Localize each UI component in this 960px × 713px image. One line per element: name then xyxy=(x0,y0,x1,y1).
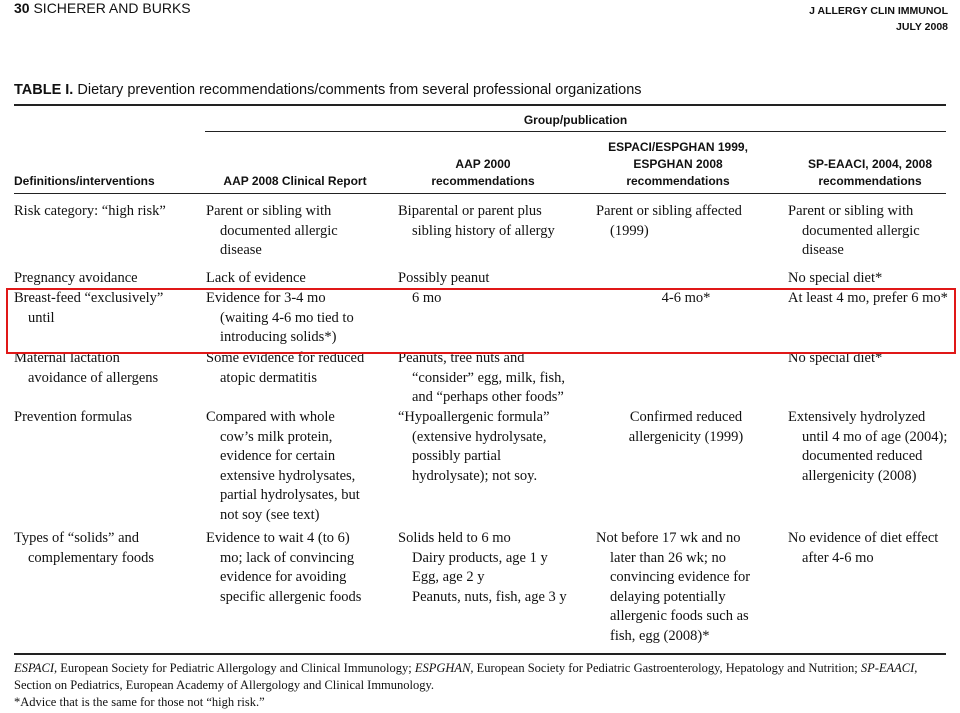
table-bottom-rule xyxy=(14,653,946,655)
cell-definition xyxy=(14,349,204,388)
cell-line: Risk category: “high risk” xyxy=(14,203,166,219)
cell-line: No evidence of diet effect xyxy=(788,530,939,546)
running-header-left xyxy=(14,0,191,16)
cell-espaci xyxy=(596,408,776,447)
cell-line: Not before 17 wk and no xyxy=(596,530,741,546)
table-top-rule xyxy=(14,104,946,106)
column-header-line: Definitions/interventions xyxy=(14,174,155,188)
journal-issue: JULY 2008 xyxy=(896,21,948,33)
cell-line: evidence for avoiding xyxy=(220,569,347,585)
column-header-aap2000 xyxy=(392,156,574,190)
running-authors: SICHERER AND BURKS xyxy=(33,0,191,16)
cell-line: At least 4 mo, prefer 6 mo* xyxy=(788,290,948,306)
cell-line: Dairy products, age 1 y xyxy=(412,549,548,566)
cell-line: (1999) xyxy=(610,222,649,239)
cell-line: Peanuts, nuts, fish, age 3 y xyxy=(412,588,567,605)
cell-line: Evidence for 3-4 mo xyxy=(206,290,326,306)
cell-line: Evidence to wait 4 (to 6) xyxy=(206,530,350,546)
cell-line: cow’s milk protein, xyxy=(220,428,333,445)
cell-definition xyxy=(14,202,204,222)
cell-line: Compared with whole xyxy=(206,409,335,425)
cell-line: allergenicity (2008) xyxy=(802,467,917,484)
cell-line: Extensively hydrolyzed xyxy=(788,409,926,425)
cell-line: mo; lack of convincing xyxy=(220,549,355,566)
cell-line: atopic dermatitis xyxy=(220,369,318,386)
abbr-espghan: ESPGHAN, xyxy=(414,661,474,675)
column-header-line: AAP 2000 xyxy=(455,157,511,171)
cell-line: and “perhaps other foods” xyxy=(412,389,564,405)
def-espaci: European Society for Pediatric Allergology and Clinical Immunology; xyxy=(57,661,415,675)
cell-aap2000 xyxy=(398,529,592,607)
cell-line: evidence for certain xyxy=(220,448,336,464)
cell-line: introducing solids*) xyxy=(220,329,337,345)
abbreviation-footnote xyxy=(14,660,954,694)
cell-line: documented reduced xyxy=(802,448,923,464)
cell-speaaci xyxy=(788,269,958,289)
asterisk-footnote: *Advice that is the same for those not “high risk.” xyxy=(14,695,265,709)
cell-line: Pregnancy avoidance xyxy=(14,270,138,286)
cell-line: Peanuts, tree nuts and xyxy=(398,350,525,366)
cell-line: Confirmed reduced xyxy=(629,409,743,425)
def-espghan: European Society for Pediatric Gastroenterology, Hepatology and Nutrition; xyxy=(473,661,861,675)
cell-line: avoidance of allergens xyxy=(28,369,159,386)
running-header-right xyxy=(809,3,948,35)
cell-definition xyxy=(14,408,204,428)
cell-line: Parent or sibling affected xyxy=(596,203,742,219)
cell-aap2000 xyxy=(398,202,592,241)
cell-aap2000 xyxy=(398,269,592,289)
cell-line: documented allergic xyxy=(220,222,338,239)
header-bottom-rule xyxy=(14,193,946,194)
cell-line: convincing evidence for xyxy=(610,569,751,585)
cell-line: (extensive hydrolysate, xyxy=(412,428,547,445)
cell-aap2000 xyxy=(398,349,592,408)
cell-aap2008 xyxy=(206,408,394,525)
cell-line: partial hydrolysates, but xyxy=(220,487,360,503)
cell-line: disease xyxy=(802,242,844,258)
highlight-box xyxy=(6,288,956,354)
cell-aap2000 xyxy=(398,408,592,486)
cell-line: Breast-feed “exclusively” xyxy=(14,290,164,306)
cell-espaci xyxy=(596,529,776,646)
column-header-line: AAP 2008 Clinical Report xyxy=(223,174,367,188)
cell-definition xyxy=(14,529,204,568)
cell-speaaci xyxy=(788,529,958,568)
cell-speaaci xyxy=(788,408,958,486)
cell-line: Solids held to 6 mo xyxy=(398,530,511,546)
cell-line: “Hypoallergenic formula” xyxy=(398,409,550,425)
cell-line: Parent or sibling with xyxy=(788,203,914,219)
cell-line: specific allergenic foods xyxy=(220,588,362,605)
column-header-line: SP-EAACI, 2004, 2008 xyxy=(807,157,933,171)
journal-name: J ALLERGY CLIN IMMUNOL xyxy=(809,5,948,17)
cell-line: until xyxy=(28,309,55,326)
cell-definition xyxy=(14,269,204,289)
cell-line: allergenicity (1999) xyxy=(628,428,744,445)
cell-line: Some evidence for reduced xyxy=(206,350,365,366)
cell-line: Parent or sibling with xyxy=(206,203,332,219)
cell-aap2008 xyxy=(206,349,394,388)
column-header-line: recommendations xyxy=(818,174,922,188)
cell-line: Maternal lactation xyxy=(14,350,120,366)
cell-line: hydrolysate); not soy. xyxy=(412,467,538,484)
column-header-definitions xyxy=(14,173,204,190)
cell-line: No special diet* xyxy=(788,350,883,366)
cell-line: 4-6 mo* xyxy=(661,290,711,306)
cell-line: fish, egg (2008)* xyxy=(610,627,710,644)
column-header-line: ESPGHAN 2008 xyxy=(633,157,723,171)
cell-line: allergenic foods such as xyxy=(610,608,749,624)
column-header-speaaci xyxy=(785,156,955,190)
cell-line: not soy (see text) xyxy=(220,506,320,523)
cell-line: complementary foods xyxy=(28,549,155,566)
column-header-aap2008 xyxy=(205,173,385,190)
cell-line: after 4-6 mo xyxy=(802,549,874,566)
cell-line: Possibly peanut xyxy=(398,270,490,286)
cell-line: Types of “solids” and xyxy=(14,530,140,546)
cell-line: possibly partial xyxy=(412,448,502,464)
table-footnotes xyxy=(14,660,954,711)
column-header-line: recommendations xyxy=(431,174,535,188)
abbr-speaaci: SP-EAACI, xyxy=(860,661,918,675)
cell-aap2008 xyxy=(206,529,394,607)
cell-line: No special diet* xyxy=(788,270,883,286)
table-caption: Dietary prevention recommendations/comments from several professional organizations xyxy=(77,82,642,98)
column-header-line: ESPACI/ESPGHAN 1999, xyxy=(608,140,748,154)
cell-line: Prevention formulas xyxy=(14,409,132,425)
def-speaaci: Section on Pediatrics, European Academy of Allergology and Clinical Immunology. xyxy=(14,678,435,692)
group-rule xyxy=(205,131,946,132)
abbr-espaci: ESPACI, xyxy=(14,661,58,675)
page-number: 30 xyxy=(14,0,30,16)
cell-line: disease xyxy=(220,242,262,258)
cell-line: Biparental or parent plus xyxy=(398,203,542,219)
cell-speaaci xyxy=(788,202,958,261)
cell-line: until 4 mo of age (2004); xyxy=(802,428,948,445)
table-label: TABLE I. xyxy=(14,82,74,98)
group-header: Group/publication xyxy=(523,113,628,127)
cell-aap2008 xyxy=(206,269,394,289)
cell-espaci xyxy=(596,202,776,241)
cell-line: delaying potentially xyxy=(610,588,726,605)
cell-line: (waiting 4-6 mo tied to xyxy=(220,309,354,326)
cell-aap2008 xyxy=(206,202,394,261)
cell-line: Lack of evidence xyxy=(206,270,306,286)
cell-line: documented allergic xyxy=(802,222,920,239)
cell-line: sibling history of allergy xyxy=(412,222,555,239)
cell-line: 6 mo xyxy=(412,290,442,306)
cell-line: later than 26 wk; no xyxy=(610,549,726,566)
column-header-espaci xyxy=(580,139,776,190)
table-title xyxy=(14,82,642,98)
column-header-line: recommendations xyxy=(626,174,730,188)
cell-line: Egg, age 2 y xyxy=(412,569,485,585)
cell-line: “consider” egg, milk, fish, xyxy=(412,369,566,386)
cell-line: extensive hydrolysates, xyxy=(220,467,356,484)
